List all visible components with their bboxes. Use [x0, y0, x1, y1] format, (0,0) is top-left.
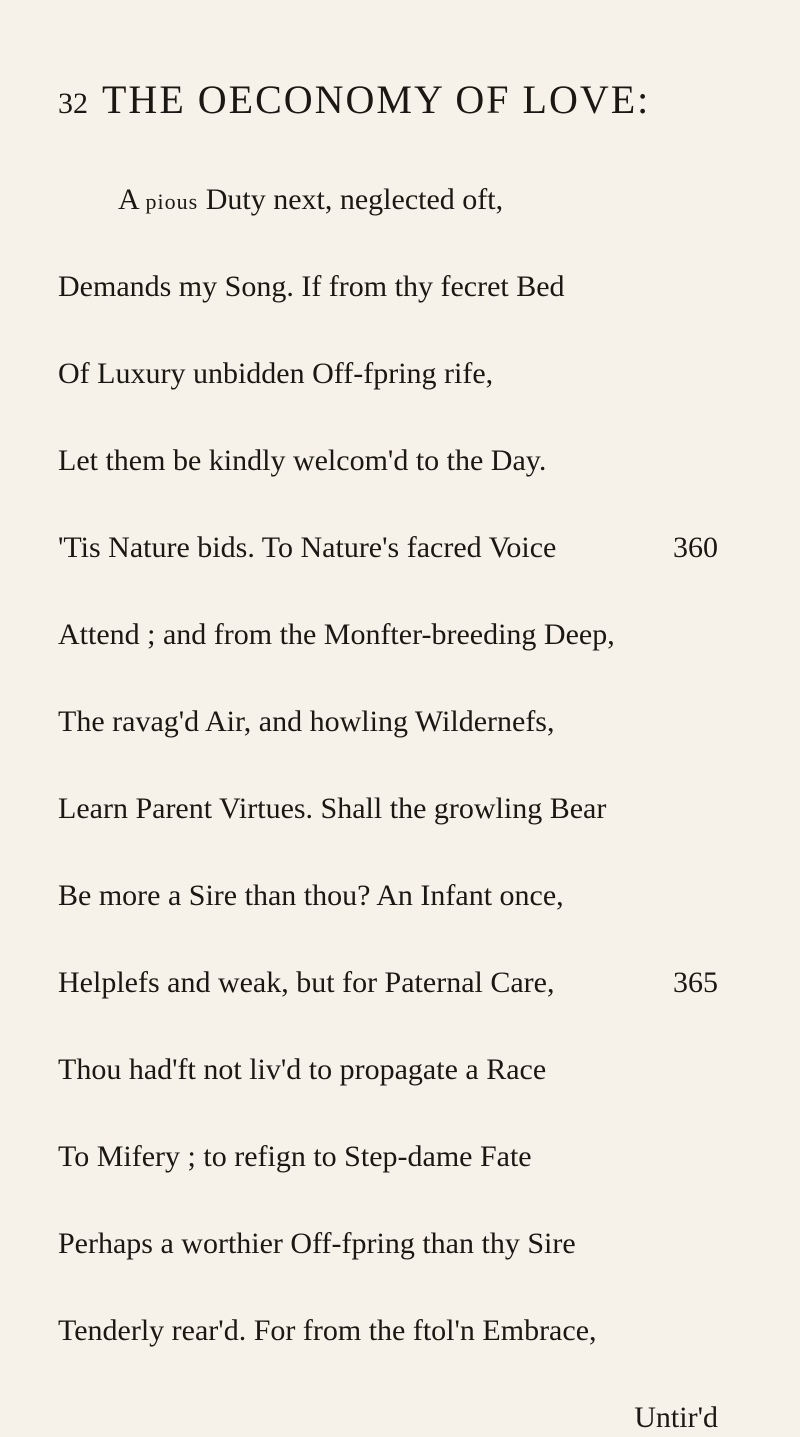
verse-line-12	[0, 1140, 800, 1180]
verse-line-text: The ravag'd Air, and howling Wildernefs,	[58, 705, 555, 738]
catchword: Untir'd	[634, 1401, 718, 1434]
running-head: THE OECONOMY OF LOVE:	[102, 77, 651, 122]
verse-line-9	[0, 879, 800, 919]
verse-line-4	[0, 444, 800, 484]
verse-line-text: Thou had'ft not liv'd to propagate a Race	[58, 1053, 547, 1086]
verse-initial: A	[118, 183, 139, 216]
verse-line-10	[0, 966, 800, 1006]
verse-small-caps: pious	[145, 189, 199, 214]
verse-line-5	[0, 531, 800, 571]
verse-line-14	[0, 1314, 800, 1354]
verse-line-text: Perhaps a worthier Off-fpring than thy Sire	[58, 1227, 576, 1260]
line-number-365: 365	[673, 966, 718, 999]
verse-line-rest: Duty next, neglected oft,	[205, 183, 504, 216]
verse-line-text	[118, 183, 503, 217]
verse-line-text: Let them be kindly welcom'd to the Day.	[58, 444, 547, 477]
verse-line-text: Attend ; and from the Monfter-breeding Deep,	[58, 618, 615, 651]
verse-line-6	[0, 618, 800, 658]
verse-line-text: To Mifery ; to refign to Step-dame Fate	[58, 1140, 532, 1173]
verse-line-text: 'Tis Nature bids. To Nature's facred Voice	[58, 531, 557, 564]
page-number: 32	[58, 87, 88, 120]
verse-line-7	[0, 705, 800, 745]
verse-line-text: Learn Parent Virtues. Shall the growling Bear	[58, 792, 607, 825]
verse-line-text: Be more a Sire than thou? An Infant once,	[58, 879, 564, 912]
verse-line-2	[0, 270, 800, 310]
verse-line-1	[0, 183, 800, 223]
line-number-360: 360	[673, 531, 718, 564]
verse-line-text: Helplefs and weak, but for Paternal Care,	[58, 966, 555, 999]
verse-line-text: Of Luxury unbidden Off-fpring rife,	[58, 357, 494, 390]
verse-line-8	[0, 792, 800, 832]
verse-line-3	[0, 357, 800, 397]
verse-line-11	[0, 1053, 800, 1093]
verse-line-text: Demands my Song. If from thy fecret Bed	[58, 270, 565, 303]
verse-line-text: Tenderly rear'd. For from the ftol'n Embrace,	[58, 1314, 597, 1347]
verse-line-13	[0, 1227, 800, 1267]
